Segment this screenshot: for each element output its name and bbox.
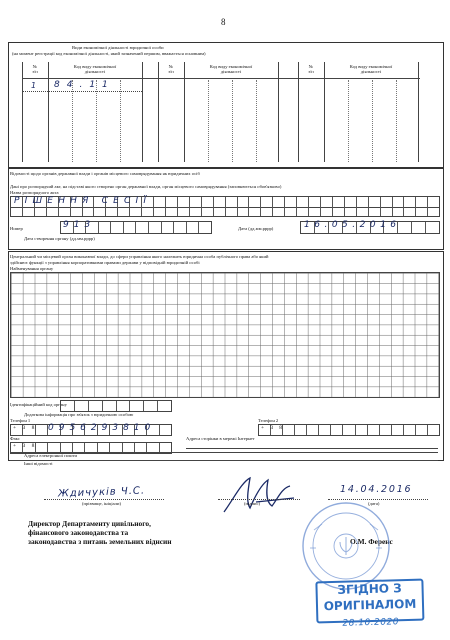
- table-row-rule: [22, 91, 142, 92]
- body-name-label: Найменування органу: [10, 266, 54, 271]
- col-no-label: №: [32, 64, 38, 69]
- body-name-grid: [10, 272, 440, 398]
- col-code-label: Код виду економічної: [209, 64, 253, 69]
- table-divider: [324, 62, 325, 162]
- table-divider: [158, 62, 159, 162]
- col-code-header-3: [324, 64, 418, 75]
- name-line: [44, 499, 164, 500]
- signature-line: [218, 499, 300, 500]
- handwritten-signature: [220, 472, 300, 516]
- act-name-label: Назва розпорядчого акта: [10, 190, 59, 195]
- handwritten-name: Ждичуків Ч.С.: [57, 485, 146, 500]
- number-value: 913: [63, 220, 96, 230]
- table-divider: [184, 62, 185, 162]
- phone2-prefix: [261, 426, 288, 431]
- body-id-grid: [60, 400, 172, 412]
- table-divider: [278, 62, 279, 162]
- col-no2-label: з/п: [168, 69, 174, 75]
- date-label: Дата (дд.мм.рррр): [238, 226, 274, 231]
- phone1-prefix: [13, 426, 41, 431]
- page-number: 8: [221, 17, 226, 27]
- website-label: Адреса сторінки в мережі Інтернет: [186, 436, 255, 441]
- act-name-grid-row2: [10, 206, 440, 217]
- col-code-label-2: діяльності: [360, 69, 382, 75]
- digit-separator: [372, 80, 373, 162]
- col-no-header-2: [158, 64, 184, 75]
- certification-stamp: [315, 579, 424, 632]
- phone1-prefix-char: 3: [22, 425, 32, 431]
- phone1-prefix-char: +: [13, 425, 23, 431]
- fax-prefix-char: 3: [22, 443, 32, 449]
- creation-date-label: Дата створення органу (дд.мм.рррр): [24, 236, 95, 241]
- director-line: фінансового законодавства та: [28, 528, 129, 538]
- col-code-label-2: діяльності: [220, 69, 242, 75]
- digit-separator: [96, 80, 97, 162]
- activity-row-number: 1: [31, 81, 37, 90]
- fax-prefix-char: +: [13, 443, 23, 449]
- table-divider: [48, 62, 49, 162]
- website-line: [186, 448, 438, 449]
- digit-separator: [396, 80, 397, 162]
- date-value: 16.05.2016: [304, 220, 401, 230]
- table-divider: [418, 62, 419, 162]
- phone1-prefix-char: 8: [31, 425, 41, 431]
- authorities-title: Відомості щодо органів державної влади і органів місцевого самоврядування як юридичних осіб: [10, 171, 200, 176]
- director-name: О.М. Ференс: [350, 537, 393, 546]
- digit-separator: [348, 80, 349, 162]
- table-divider: [298, 62, 299, 162]
- col-no2-label: з/п: [308, 69, 314, 75]
- activities-title: Види економічної діяльності юридичної особи: [72, 45, 164, 50]
- phone2-prefix-char: +: [261, 425, 271, 431]
- official-seal-icon: [300, 500, 392, 592]
- col-code-header-2: [184, 64, 278, 75]
- fax-prefix: [13, 444, 41, 449]
- activities-section: [8, 42, 444, 168]
- body-id-label: Ідентифікаційний код органу: [10, 402, 67, 407]
- other-info-label: Інші відомості: [24, 461, 53, 466]
- col-no-header-3: [298, 64, 324, 75]
- digit-separator: [256, 80, 257, 162]
- phone1-value: 0956293810: [48, 423, 156, 433]
- digit-separator: [72, 80, 73, 162]
- central-body-title-2: здійснює функції з управління корпоративними правами держави у відповідній юридичній особі: [10, 260, 200, 265]
- col-code-label: Код виду економічної: [349, 64, 393, 69]
- stamp-line-2: ОРИГІНАЛОМ: [323, 596, 417, 614]
- contacts-title: Додаткова інформація про зв'язок з юридичною особою: [24, 412, 134, 417]
- director-line: законодавства з питань земельних віднсин: [28, 537, 172, 547]
- central-body-title: Центральний чи місцевий орган виконавчої влади, до сфери управління якого належить юридична особа публічного права або який: [10, 254, 269, 259]
- stamp-date: 28.10.2020: [342, 617, 400, 629]
- other-info-line: [10, 460, 438, 461]
- name-caption: (прізвище, ініціали): [82, 501, 121, 506]
- number-label: Номер: [10, 226, 23, 231]
- col-no-label: №: [168, 64, 174, 69]
- digit-separator: [208, 80, 209, 162]
- digit-separator: [232, 80, 233, 162]
- stamp-line-1: ЗГІДНО З: [337, 581, 402, 597]
- signature-caption: (підпис): [244, 501, 261, 506]
- phone2-label: Телефон 2: [258, 418, 279, 423]
- col-code-label-2: діяльності: [84, 69, 106, 75]
- email-label: Адреса електронної пошти: [24, 453, 77, 458]
- director-title: [28, 519, 172, 547]
- date-caption: (дата): [368, 501, 380, 506]
- activities-subtitle: (на момент реєстрації код економічної діяльності, який зазначений першим, вважається основним): [12, 51, 206, 56]
- phone2-prefix-char: 8: [279, 425, 289, 431]
- col-no-header: [22, 64, 48, 75]
- fax-prefix-char: 8: [31, 443, 41, 449]
- decree-label: Дані про розпорядчий акт, на підставі якого створено орган державної влади, орган місцевого самоврядування (заповнюється обов'язково): [10, 184, 282, 189]
- act-name-value: РІШЕННЯ СЕСІЇ: [14, 196, 152, 206]
- digit-separator: [120, 80, 121, 162]
- phone2-prefix-char: 3: [270, 425, 280, 431]
- director-line: Директор Департаменту цивільного,: [28, 519, 151, 528]
- email-line: [10, 452, 438, 453]
- phone1-label: Телефон 1: [10, 418, 31, 423]
- handwritten-date: 14.04.2016: [340, 484, 413, 495]
- col-no2-label: з/п: [32, 69, 38, 75]
- col-code-label: Код виду економічної: [73, 64, 117, 69]
- table-divider: [142, 62, 143, 162]
- table-divider: [22, 62, 23, 162]
- table-header-rule: [22, 78, 420, 79]
- col-no-label: №: [308, 64, 314, 69]
- fax-label: Факс: [10, 436, 20, 441]
- activity-code-value: 84.11: [54, 80, 115, 90]
- col-code-header: [48, 64, 142, 75]
